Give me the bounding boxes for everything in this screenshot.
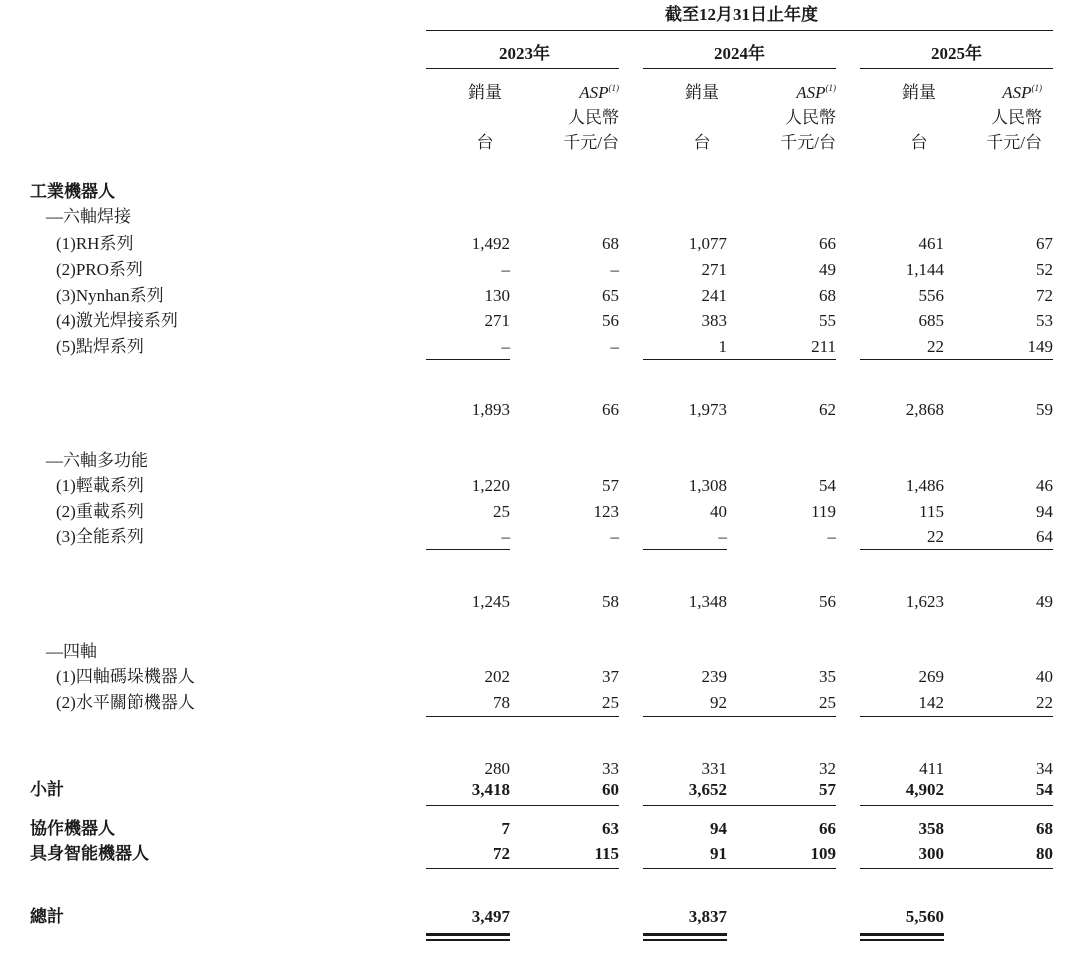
col-header-asp-note: (1) — [608, 83, 619, 93]
table-cell: 115 — [594, 844, 619, 863]
table-cell: 1,893 — [471, 400, 510, 419]
table-cell: 25 — [493, 502, 510, 521]
table-cell: 58 — [602, 592, 619, 611]
table-cell: 34 — [1036, 759, 1053, 778]
table-cell: 55 — [819, 311, 836, 330]
year-2023-underline — [426, 68, 619, 69]
table-cell: 3,652 — [688, 780, 727, 799]
rule-line — [860, 716, 1053, 717]
col-header-sales-label: 銷量 — [902, 83, 936, 102]
table-cell: 92 — [710, 693, 727, 712]
table-cell: 68 — [1036, 819, 1053, 838]
table-cell: 40 — [710, 502, 727, 521]
col-header-sales-label: 銷量 — [685, 83, 719, 102]
table-cell: 7 — [501, 819, 510, 838]
col-header-sales — [889, 80, 949, 155]
table-cell: 3,497 — [471, 907, 510, 926]
table-cell: 67 — [1036, 234, 1053, 253]
year-2024-header: 2024年 — [714, 44, 765, 63]
table-cell: 271 — [701, 260, 727, 279]
table-cell: 94 — [710, 819, 727, 838]
table-cell: 685 — [918, 311, 944, 330]
row-label: 具身智能機器人 — [30, 844, 149, 863]
col-header-asp — [962, 80, 1042, 155]
table-cell: 65 — [602, 286, 619, 305]
col-header-sales — [455, 80, 515, 155]
col-header-asp-unit: 千元/台 — [563, 133, 619, 152]
total-double-rule — [860, 933, 944, 936]
table-cell: 1,308 — [688, 476, 727, 495]
table-cell: 123 — [593, 502, 619, 521]
rule-line — [426, 716, 619, 717]
table-cell: 556 — [918, 286, 944, 305]
rule-line — [426, 805, 619, 806]
col-header-asp-note: (1) — [825, 83, 836, 93]
rule-line — [860, 805, 1053, 806]
table-cell: 49 — [1036, 592, 1053, 611]
col-header-sales-unit: 台 — [910, 133, 928, 152]
rule-line — [643, 805, 836, 806]
col-header-sales-label: 銷量 — [468, 83, 502, 102]
col-header-asp-note: (1) — [1031, 83, 1042, 93]
table-cell: 64 — [1036, 527, 1053, 546]
period-underline — [426, 30, 1053, 31]
table-cell: 94 — [1036, 502, 1053, 521]
table-cell: 239 — [701, 667, 727, 686]
rule-line — [643, 716, 836, 717]
table-cell: 25 — [819, 693, 836, 712]
row-label: 小計 — [30, 780, 64, 799]
row-label: (2)水平關節機器人 — [56, 693, 195, 712]
row-label: (1)RH系列 — [56, 234, 134, 253]
year-2023-header: 2023年 — [499, 44, 550, 63]
table-cell: – — [501, 260, 510, 279]
col-header-asp-label: ASP — [796, 83, 826, 102]
col-header-asp-currency: 人民幣 — [785, 108, 836, 127]
col-header-asp-unit: 千元/台 — [986, 133, 1042, 152]
rule-line — [860, 868, 1053, 869]
row-label: 工業機器人 — [30, 182, 115, 201]
table-cell: 62 — [819, 400, 836, 419]
row-label: (5)點焊系列 — [56, 337, 144, 356]
col-header-sales-unit: 台 — [693, 133, 711, 152]
rule-line — [426, 868, 619, 869]
rule-line — [426, 359, 510, 360]
row-label: (2)PRO系列 — [56, 260, 143, 279]
table-cell: 280 — [484, 759, 510, 778]
period-title: 截至12月31日止年度 — [665, 5, 818, 24]
table-cell: 269 — [918, 667, 944, 686]
table-cell: 331 — [701, 759, 727, 778]
table-cell: 68 — [602, 234, 619, 253]
year-2025-header: 2025年 — [931, 44, 982, 63]
table-cell: 1,245 — [471, 592, 510, 611]
table-cell: 63 — [602, 819, 619, 838]
table-cell: 54 — [819, 476, 836, 495]
col-header-sales-unit: 台 — [476, 133, 494, 152]
total-double-rule — [643, 933, 727, 936]
table-cell: 40 — [1036, 667, 1053, 686]
col-header-asp — [539, 80, 619, 155]
table-cell: 72 — [493, 844, 510, 863]
row-label: (1)四軸碼垛機器人 — [56, 667, 195, 686]
table-cell: 66 — [819, 819, 836, 838]
table-cell: 22 — [927, 337, 944, 356]
table-cell: 52 — [1036, 260, 1053, 279]
table-cell: 33 — [602, 759, 619, 778]
row-label: (4)激光焊接系列 — [56, 311, 178, 330]
row-label: 協作機器人 — [30, 819, 115, 838]
row-label: —四軸 — [46, 642, 97, 661]
table-cell: 66 — [819, 234, 836, 253]
col-header-asp-currency: 人民幣 — [568, 108, 619, 127]
rule-line — [643, 359, 836, 360]
table-cell: 57 — [602, 476, 619, 495]
table-cell: 4,902 — [905, 780, 944, 799]
table-cell: 25 — [602, 693, 619, 712]
col-header-asp-label: ASP — [1002, 83, 1032, 102]
table-cell: 211 — [811, 337, 836, 356]
table-cell: 1 — [718, 337, 727, 356]
table-cell: 1,623 — [905, 592, 944, 611]
table-cell: 72 — [1036, 286, 1053, 305]
rule-line — [860, 549, 1053, 550]
table-cell: 1,973 — [688, 400, 727, 419]
table-cell: 56 — [602, 311, 619, 330]
rule-line — [643, 549, 727, 550]
table-cell: 411 — [919, 759, 944, 778]
table-cell: 56 — [819, 592, 836, 611]
col-header-asp-label: ASP — [579, 83, 609, 102]
table-cell: 1,348 — [688, 592, 727, 611]
row-label: (3)Nynhan系列 — [56, 286, 164, 305]
table-cell: 130 — [484, 286, 510, 305]
table-cell: – — [610, 337, 619, 356]
col-header-asp-unit: 千元/台 — [780, 133, 836, 152]
table-cell: 59 — [1036, 400, 1053, 419]
table-cell: – — [610, 527, 619, 546]
table-cell: 358 — [918, 819, 944, 838]
table-cell: 3,418 — [471, 780, 510, 799]
table-cell: 22 — [927, 527, 944, 546]
table-cell: 78 — [493, 693, 510, 712]
table-cell: 2,868 — [905, 400, 944, 419]
table-cell: 91 — [710, 844, 727, 863]
year-2025-underline — [860, 68, 1053, 69]
table-cell: 1,220 — [471, 476, 510, 495]
row-label: 總計 — [30, 907, 64, 926]
table-cell: 142 — [918, 693, 944, 712]
table-cell: 271 — [484, 311, 510, 330]
total-double-rule — [426, 939, 510, 941]
total-double-rule — [643, 939, 727, 941]
col-header-asp — [756, 80, 836, 155]
table-cell: 49 — [819, 260, 836, 279]
table-cell: 35 — [819, 667, 836, 686]
table-cell: 53 — [1036, 311, 1053, 330]
table-cell: 109 — [810, 844, 836, 863]
table-cell: 1,077 — [688, 234, 727, 253]
table-cell: 1,486 — [905, 476, 944, 495]
table-cell: 1,144 — [905, 260, 944, 279]
table-cell: 80 — [1036, 844, 1053, 863]
table-cell: 60 — [602, 780, 619, 799]
table-cell: 115 — [919, 502, 944, 521]
row-label: (2)重載系列 — [56, 502, 144, 521]
table-cell: 5,560 — [905, 907, 944, 926]
table-cell: 300 — [918, 844, 944, 863]
table-cell: 149 — [1027, 337, 1053, 356]
row-label: —六軸多功能 — [46, 451, 148, 470]
table-cell: 1,492 — [471, 234, 510, 253]
table-cell: 54 — [1036, 780, 1053, 799]
table-cell: 66 — [602, 400, 619, 419]
table-cell: 383 — [701, 311, 727, 330]
table-cell: – — [501, 337, 510, 356]
rule-line — [426, 549, 510, 550]
year-2024-underline — [643, 68, 836, 69]
table-cell: – — [718, 527, 727, 546]
table-cell: 32 — [819, 759, 836, 778]
col-header-sales — [672, 80, 732, 155]
row-label: —六軸焊接 — [46, 207, 131, 226]
table-cell: 3,837 — [688, 907, 727, 926]
row-label: (1)輕載系列 — [56, 476, 144, 495]
table-cell: 57 — [819, 780, 836, 799]
table-cell: 22 — [1036, 693, 1053, 712]
table-cell: – — [610, 260, 619, 279]
table-cell: 37 — [602, 667, 619, 686]
table-cell: 202 — [484, 667, 510, 686]
table-cell: 241 — [701, 286, 727, 305]
col-header-asp-currency: 人民幣 — [991, 108, 1042, 127]
total-double-rule — [860, 939, 944, 941]
total-double-rule — [426, 933, 510, 936]
table-cell: – — [827, 527, 836, 546]
row-label: (3)全能系列 — [56, 527, 144, 546]
rule-line — [643, 868, 836, 869]
table-cell: – — [501, 527, 510, 546]
rule-line — [860, 359, 1053, 360]
table-cell: 119 — [811, 502, 836, 521]
table-cell: 461 — [918, 234, 944, 253]
table-cell: 68 — [819, 286, 836, 305]
table-cell: 46 — [1036, 476, 1053, 495]
